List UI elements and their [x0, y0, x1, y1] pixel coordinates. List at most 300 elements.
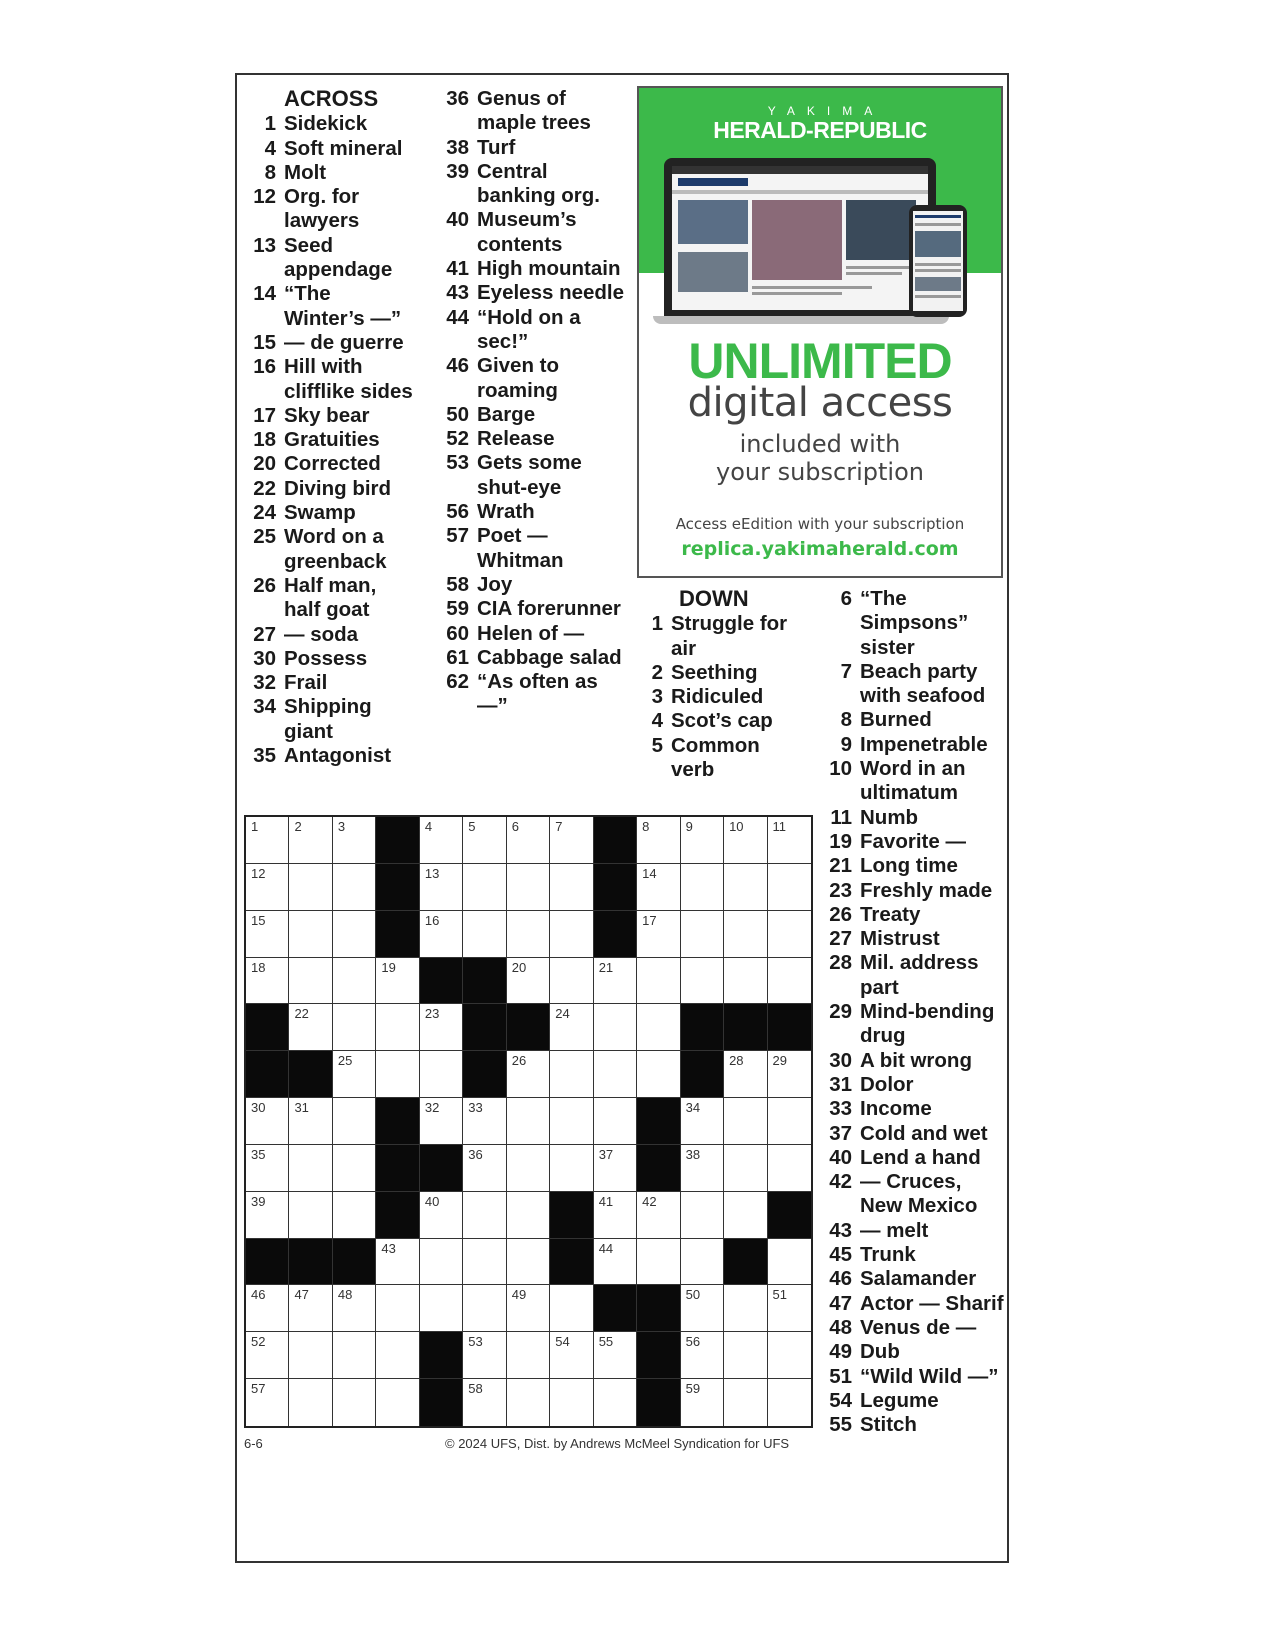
grid-cell[interactable]: [420, 1051, 463, 1098]
cell-number: 5: [468, 819, 476, 834]
grid-cell[interactable]: [289, 911, 332, 958]
grid-cell[interactable]: [724, 1192, 767, 1239]
clue-text: A bit wrong: [860, 1048, 972, 1072]
clue-text: Burned: [860, 708, 932, 732]
grid-cell[interactable]: [550, 817, 593, 864]
grid-cell[interactable]: [376, 1239, 419, 1286]
grid-cell[interactable]: [420, 1004, 463, 1051]
clue-across-62[interactable]: [436, 670, 628, 719]
clue-down-33[interactable]: [826, 1097, 1008, 1121]
clue-text: Release: [477, 427, 555, 451]
grid-cell[interactable]: [550, 1379, 593, 1426]
clue-down-48[interactable]: [826, 1316, 1008, 1340]
black-square: [420, 1379, 463, 1426]
grid-cell[interactable]: [420, 1239, 463, 1286]
clue-across-57[interactable]: [436, 524, 628, 573]
clue-text: Mil. address part: [860, 951, 979, 999]
grid-cell[interactable]: [507, 1332, 550, 1379]
grid-cell[interactable]: [376, 1004, 419, 1051]
clue-down-28[interactable]: [826, 951, 1008, 1000]
clue-down-9[interactable]: [826, 733, 1008, 757]
clue-across-34[interactable]: [243, 695, 413, 744]
clue-number: 3: [651, 685, 663, 709]
clue-number: 7: [840, 659, 852, 683]
grid-cell[interactable]: [333, 911, 376, 958]
grid-cell[interactable]: [289, 1192, 332, 1239]
clue-across-36[interactable]: [436, 87, 628, 136]
grid-cell[interactable]: [333, 1145, 376, 1192]
black-square: [289, 1051, 332, 1098]
clue-down-30[interactable]: [826, 1049, 1008, 1073]
cell-number: 39: [251, 1193, 266, 1209]
clue-number: 41: [446, 257, 469, 281]
clue-number: 25: [253, 525, 276, 549]
grid-cell[interactable]: [246, 1285, 289, 1332]
clue-number: 38: [446, 135, 469, 159]
clue-down-5[interactable]: [643, 734, 801, 783]
grid-cell[interactable]: [637, 1051, 680, 1098]
black-square: [376, 1192, 419, 1239]
clue-across-25[interactable]: [243, 525, 413, 574]
grid-cell[interactable]: [246, 1145, 289, 1192]
grid-cell[interactable]: [594, 1379, 637, 1426]
grid-cell[interactable]: [507, 1051, 550, 1098]
grid-cell[interactable]: [507, 1145, 550, 1192]
cell-number: 30: [251, 1100, 266, 1116]
grid-cell[interactable]: [420, 911, 463, 958]
grid-cell[interactable]: [507, 1285, 550, 1332]
grid-cell[interactable]: [463, 1145, 506, 1192]
grid-cell[interactable]: [768, 1285, 811, 1332]
clue-text: Museum’s contents: [477, 208, 577, 256]
grid-cell[interactable]: [637, 1239, 680, 1286]
black-square: [594, 911, 637, 958]
clue-down-43[interactable]: [826, 1219, 1008, 1243]
grid-cell[interactable]: [333, 1051, 376, 1098]
clue-text: Eyeless needle: [477, 281, 625, 305]
grid-cell[interactable]: [550, 1098, 593, 1145]
grid-cell[interactable]: [681, 1192, 724, 1239]
grid-cell[interactable]: [463, 1239, 506, 1286]
clue-number: 60: [446, 621, 469, 645]
clue-number: 26: [253, 573, 276, 597]
grid-cell[interactable]: [507, 817, 550, 864]
clue-number: 61: [446, 645, 469, 669]
grid-cell[interactable]: [507, 1098, 550, 1145]
cell-number: 50: [685, 1287, 701, 1303]
clue-down-4[interactable]: [643, 709, 801, 733]
clue-down-8[interactable]: [826, 708, 1008, 732]
cell-number: 6: [511, 819, 519, 834]
grid-cell[interactable]: [463, 1332, 506, 1379]
grid-cell[interactable]: [550, 911, 593, 958]
down-clues-col1: [643, 587, 801, 782]
cell-number: 51: [772, 1287, 787, 1303]
grid-cell[interactable]: [768, 1379, 811, 1426]
clue-number: 48: [829, 1315, 852, 1339]
grid-cell[interactable]: [333, 864, 376, 911]
cell-number: 29: [772, 1053, 787, 1069]
clue-down-1[interactable]: [643, 612, 801, 661]
clue-number: 29: [829, 1000, 852, 1024]
clue-across-40[interactable]: [436, 208, 628, 257]
grid-cell[interactable]: [333, 1379, 376, 1426]
clue-text: Molt: [284, 160, 327, 184]
clue-down-47[interactable]: [826, 1292, 1008, 1316]
grid-cell[interactable]: [768, 864, 811, 911]
grid-cell[interactable]: [594, 1145, 637, 1192]
grid-cell[interactable]: [724, 1285, 767, 1332]
grid-cell[interactable]: [637, 958, 680, 1005]
grid-cell[interactable]: [463, 817, 506, 864]
clue-text: Joy: [477, 572, 513, 596]
clue-number: 8: [840, 708, 852, 732]
grid-cell[interactable]: [507, 958, 550, 1005]
grid-cell[interactable]: [289, 1098, 332, 1145]
grid-cell[interactable]: [594, 1332, 637, 1379]
grid-cell[interactable]: [637, 1004, 680, 1051]
clue-across-8[interactable]: [243, 161, 413, 185]
grid-cell[interactable]: [463, 1285, 506, 1332]
grid-cell[interactable]: [724, 817, 767, 864]
clue-number: 11: [830, 805, 852, 829]
subscription-ad[interactable]: [637, 86, 1003, 578]
grid-cell[interactable]: [376, 958, 419, 1005]
clue-down-27[interactable]: [826, 927, 1008, 951]
grid-cell[interactable]: [289, 1332, 332, 1379]
clue-across-39[interactable]: [436, 160, 628, 209]
cell-number: 28: [729, 1053, 744, 1069]
grid-cell[interactable]: [246, 1332, 289, 1379]
clue-down-3[interactable]: [643, 685, 801, 709]
clue-number: 23: [829, 878, 852, 902]
clue-text: High mountain: [477, 257, 621, 281]
clue-across-20[interactable]: [243, 452, 413, 476]
grid-cell[interactable]: [724, 1051, 767, 1098]
clue-down-31[interactable]: [826, 1073, 1008, 1097]
clue-across-58[interactable]: [436, 573, 628, 597]
clue-down-2[interactable]: [643, 661, 801, 685]
clue-down-49[interactable]: [826, 1340, 1008, 1364]
cell-number: 12: [251, 865, 266, 881]
clue-text: Dolor: [860, 1072, 914, 1096]
grid-cell[interactable]: [289, 817, 332, 864]
grid-cell[interactable]: [681, 1239, 724, 1286]
ad-url-link[interactable]: replica.yakimaherald.com: [681, 538, 959, 560]
grid-cell[interactable]: [246, 958, 289, 1005]
cell-number: 42: [642, 1193, 657, 1209]
clue-across-24[interactable]: [243, 501, 413, 525]
clue-down-42[interactable]: [826, 1170, 1008, 1219]
clue-down-46[interactable]: [826, 1267, 1008, 1291]
grid-cell[interactable]: [246, 911, 289, 958]
phone-image: [909, 205, 967, 317]
grid-cell[interactable]: [420, 817, 463, 864]
clue-across-44[interactable]: [436, 306, 628, 355]
grid-cell[interactable]: [333, 1192, 376, 1239]
clue-down-26[interactable]: [826, 903, 1008, 927]
grid-cell[interactable]: [289, 1145, 332, 1192]
black-square: [376, 1145, 419, 1192]
grid-cell[interactable]: [681, 1145, 724, 1192]
grid-cell[interactable]: [594, 1051, 637, 1098]
clue-number: 53: [446, 451, 469, 475]
clue-across-18[interactable]: [243, 428, 413, 452]
black-square: [724, 1004, 767, 1051]
grid-cell[interactable]: [724, 1379, 767, 1426]
clue-across-35[interactable]: [243, 744, 413, 768]
clue-text: Salamander: [860, 1267, 977, 1291]
grid-cell[interactable]: [550, 958, 593, 1005]
grid-cell[interactable]: [681, 1285, 724, 1332]
clue-across-53[interactable]: [436, 451, 628, 500]
clue-down-55[interactable]: [826, 1413, 1008, 1437]
cell-number: 46: [251, 1287, 266, 1303]
grid-cell[interactable]: [507, 1192, 550, 1239]
cell-number: 59: [685, 1381, 701, 1397]
grid-cell[interactable]: [246, 1098, 289, 1145]
grid-cell[interactable]: [507, 864, 550, 911]
grid-cell[interactable]: [289, 1379, 332, 1426]
grid-cell[interactable]: [420, 1098, 463, 1145]
grid-cell[interactable]: [333, 1098, 376, 1145]
cell-number: 11: [772, 819, 787, 834]
clue-down-19[interactable]: [826, 830, 1008, 854]
grid-cell[interactable]: [637, 1192, 680, 1239]
grid-cell[interactable]: [724, 1332, 767, 1379]
clue-across-17[interactable]: [243, 404, 413, 428]
grid-cell[interactable]: [507, 1379, 550, 1426]
grid-cell[interactable]: [333, 1332, 376, 1379]
clue-number: 31: [829, 1072, 852, 1096]
grid-cell[interactable]: [724, 864, 767, 911]
clue-text: “The Simpsons” sister: [860, 587, 969, 659]
clue-text: Frail: [284, 671, 328, 695]
grid-cell[interactable]: [594, 1239, 637, 1286]
grid-cell[interactable]: [463, 864, 506, 911]
clue-across-26[interactable]: [243, 574, 413, 623]
clue-down-29[interactable]: [826, 1000, 1008, 1049]
clue-text: CIA forerunner: [477, 597, 621, 621]
page-number: 6-6: [244, 1436, 263, 1451]
grid-cell[interactable]: [637, 864, 680, 911]
grid-cell[interactable]: [768, 911, 811, 958]
black-square: [681, 1051, 724, 1098]
grid-cell[interactable]: [463, 1192, 506, 1239]
clue-down-51[interactable]: [826, 1365, 1008, 1389]
clue-number: 62: [446, 670, 469, 694]
grid-cell[interactable]: [550, 1285, 593, 1332]
grid-cell[interactable]: [463, 1379, 506, 1426]
black-square: [463, 958, 506, 1005]
clue-across-59[interactable]: [436, 597, 628, 621]
grid-cell[interactable]: [376, 1285, 419, 1332]
clue-down-40[interactable]: [826, 1146, 1008, 1170]
clue-number: 40: [446, 208, 469, 232]
grid-cell[interactable]: [768, 958, 811, 1005]
grid-cell[interactable]: [333, 958, 376, 1005]
clue-text: Antagonist: [284, 744, 392, 768]
grid-cell[interactable]: [420, 864, 463, 911]
cell-number: 57: [251, 1381, 266, 1397]
clue-across-52[interactable]: [436, 427, 628, 451]
clue-across-46[interactable]: [436, 354, 628, 403]
cell-number: 47: [294, 1287, 309, 1303]
clue-number: 56: [446, 500, 469, 524]
cell-number: 3: [337, 819, 346, 834]
clue-number: 33: [829, 1097, 852, 1121]
grid-cell[interactable]: [681, 911, 724, 958]
grid-cell[interactable]: [333, 1285, 376, 1332]
clue-across-14[interactable]: [243, 282, 413, 331]
grid-cell[interactable]: [594, 958, 637, 1005]
grid-cell[interactable]: [768, 1239, 811, 1286]
clue-across-38[interactable]: [436, 136, 628, 160]
grid-cell[interactable]: [420, 1285, 463, 1332]
cell-number: 56: [685, 1334, 701, 1350]
grid-cell[interactable]: [333, 1004, 376, 1051]
grid-cell[interactable]: [289, 1004, 332, 1051]
grid-cell[interactable]: [637, 817, 680, 864]
grid-cell[interactable]: [594, 1098, 637, 1145]
grid-cell[interactable]: [724, 1098, 767, 1145]
clue-text: Mistrust: [860, 927, 940, 951]
grid-cell[interactable]: [550, 1332, 593, 1379]
grid-cell[interactable]: [681, 1379, 724, 1426]
clue-number: 32: [253, 671, 276, 695]
ad-brand-top: YAKIMA: [767, 104, 885, 118]
grid-cell[interactable]: [681, 864, 724, 911]
ad-subhead: digital access: [687, 380, 953, 426]
clue-text: — melt: [860, 1218, 929, 1242]
grid-cell[interactable]: [463, 1098, 506, 1145]
clue-across-41[interactable]: [436, 257, 628, 281]
grid-cell[interactable]: [768, 817, 811, 864]
clue-across-13[interactable]: [243, 234, 413, 283]
clue-text: Helen of —: [477, 621, 585, 645]
clue-across-15[interactable]: [243, 331, 413, 355]
clue-number: 20: [253, 452, 276, 476]
cell-number: 14: [642, 865, 657, 881]
grid-cell[interactable]: [246, 1192, 289, 1239]
grid-cell[interactable]: [768, 1332, 811, 1379]
clue-down-21[interactable]: [826, 854, 1008, 878]
black-square: [637, 1379, 680, 1426]
grid-cell[interactable]: [768, 1098, 811, 1145]
across-header: ACROSS: [284, 86, 379, 111]
grid-cell[interactable]: [724, 911, 767, 958]
grid-cell[interactable]: [550, 1004, 593, 1051]
crossword-grid[interactable]: [244, 815, 813, 1428]
black-square: [420, 1145, 463, 1192]
grid-cell[interactable]: [246, 817, 289, 864]
grid-cell[interactable]: [681, 958, 724, 1005]
clue-text: Impenetrable: [860, 732, 988, 756]
grid-cell[interactable]: [507, 1239, 550, 1286]
clue-down-54[interactable]: [826, 1389, 1008, 1413]
clue-across-50[interactable]: [436, 403, 628, 427]
clue-down-6[interactable]: [826, 587, 1008, 660]
grid-cell[interactable]: [246, 1379, 289, 1426]
clue-number: 10: [829, 757, 852, 781]
black-square: [768, 1004, 811, 1051]
clue-across-22[interactable]: [243, 477, 413, 501]
grid-cell[interactable]: [681, 817, 724, 864]
clue-down-7[interactable]: [826, 660, 1008, 709]
grid-cell[interactable]: [550, 864, 593, 911]
clue-across-61[interactable]: [436, 646, 628, 670]
grid-cell[interactable]: [637, 911, 680, 958]
clue-down-10[interactable]: [826, 757, 1008, 806]
clue-text: Struggle for air: [671, 612, 788, 660]
clue-text: — de guerre: [284, 330, 404, 354]
clue-down-23[interactable]: [826, 879, 1008, 903]
clue-across-4[interactable]: [243, 137, 413, 161]
clue-across-12[interactable]: [243, 185, 413, 234]
clue-down-11[interactable]: [826, 806, 1008, 830]
clue-across-60[interactable]: [436, 622, 628, 646]
clue-number: 4: [651, 709, 663, 733]
grid-cell[interactable]: [289, 958, 332, 1005]
grid-cell[interactable]: [724, 1145, 767, 1192]
grid-cell[interactable]: [768, 1051, 811, 1098]
grid-cell[interactable]: [420, 1192, 463, 1239]
ad-line2: your subscription: [716, 458, 924, 486]
grid-cell[interactable]: [724, 958, 767, 1005]
clue-across-1[interactable]: [243, 112, 413, 136]
clue-down-45[interactable]: [826, 1243, 1008, 1267]
grid-cell[interactable]: [507, 911, 550, 958]
clue-across-30[interactable]: [243, 647, 413, 671]
grid-cell[interactable]: [594, 1004, 637, 1051]
clue-across-27[interactable]: [243, 623, 413, 647]
clue-number: 6: [840, 587, 852, 610]
grid-cell[interactable]: [681, 1332, 724, 1379]
grid-cell[interactable]: [333, 817, 376, 864]
grid-cell[interactable]: [376, 1379, 419, 1426]
grid-cell[interactable]: [289, 864, 332, 911]
grid-cell[interactable]: [246, 864, 289, 911]
clue-across-43[interactable]: [436, 281, 628, 305]
grid-cell[interactable]: [550, 1051, 593, 1098]
grid-cell[interactable]: [768, 1145, 811, 1192]
black-square: [246, 1004, 289, 1051]
cell-number: 43: [381, 1240, 396, 1256]
grid-cell[interactable]: [594, 1192, 637, 1239]
black-square: [594, 817, 637, 864]
clue-down-37[interactable]: [826, 1122, 1008, 1146]
clue-text: Favorite —: [860, 829, 966, 853]
clue-text: Barge: [477, 402, 536, 426]
grid-cell[interactable]: [289, 1285, 332, 1332]
clue-number: 40: [829, 1145, 852, 1169]
grid-cell[interactable]: [376, 1051, 419, 1098]
grid-cell[interactable]: [376, 1332, 419, 1379]
clue-number: 26: [829, 902, 852, 926]
clue-text: Scot’s cap: [671, 709, 773, 733]
clue-text: Lend a hand: [860, 1145, 981, 1169]
clue-across-16[interactable]: [243, 355, 413, 404]
grid-cell[interactable]: [681, 1098, 724, 1145]
clue-number: 22: [253, 476, 276, 500]
clue-across-32[interactable]: [243, 671, 413, 695]
black-square: [333, 1239, 376, 1286]
clue-across-56[interactable]: [436, 500, 628, 524]
clue-text: Word on a greenback: [284, 525, 387, 573]
grid-cell[interactable]: [463, 911, 506, 958]
clue-text: Ridiculed: [671, 685, 764, 709]
grid-cell[interactable]: [550, 1145, 593, 1192]
